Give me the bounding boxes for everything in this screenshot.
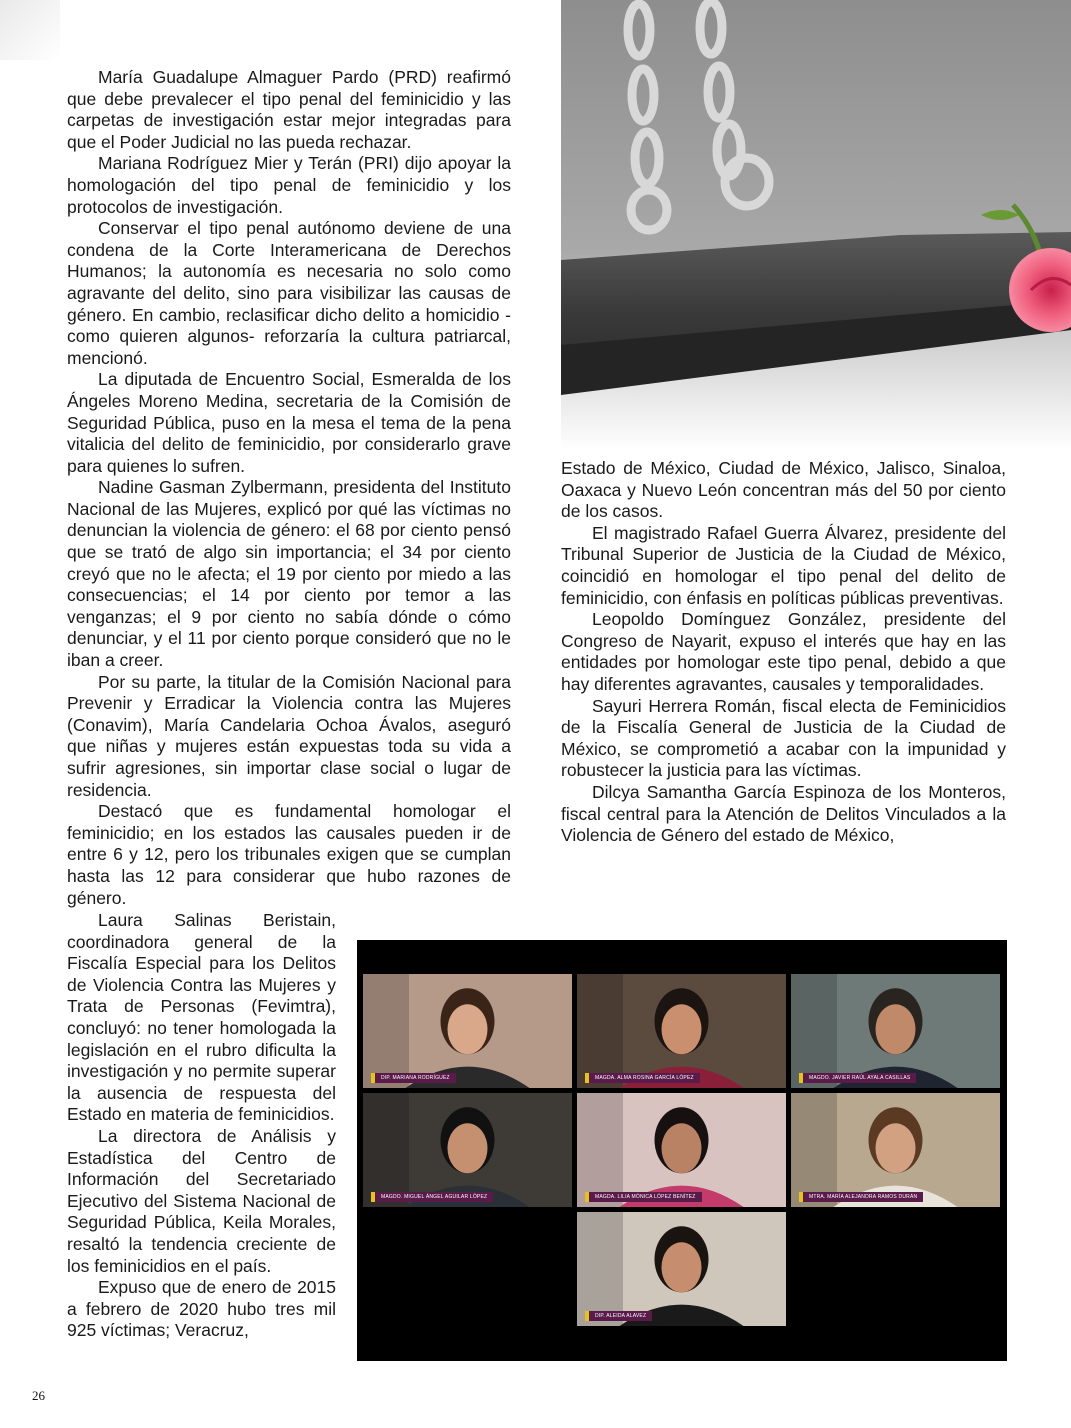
participant-portrait (363, 974, 572, 1088)
participant-name-label: DIP. MARIANA RODRÍGUEZ (371, 1073, 456, 1083)
participant-name-label: MTRA. MARÍA ALEJANDRA RAMOS DURÁN (799, 1192, 923, 1202)
article-paragraph: Por su parte, la titular de la Comisión Nacional para Prevenir y Erradicar la Violencia contra las Mujeres (Conavim), María Candelaria Ochoa Ávalos, aseguró que niñas y mujeres están expuestas toda su vida a sufrir agresiones, sin importar clase social o lugar de residencia. (67, 671, 511, 800)
participant-portrait (577, 1093, 786, 1207)
participant-name-label: DIP. ALEIDA ALAVEZ (585, 1311, 652, 1321)
article-paragraph: Mariana Rodríguez Mier y Terán (PRI) dijo apoyar la homologación del tipo penal de feminicidio y los protocolos de investigación. (67, 153, 511, 217)
swing-photo (561, 0, 1071, 450)
participant-portrait (577, 974, 786, 1088)
article-paragraph: Sayuri Herrera Román, fiscal electa de Feminicidios de la Fiscalía General de Justicia de la Ciudad de México, se comprometió a acabar con la impunidad y robustecer la justicia para las víctimas. (561, 695, 1006, 781)
article-paragraph: La diputada de Encuentro Social, Esmeralda de los Ángeles Moreno Medina, secretaria de la Comisión de Seguridad Pública, puso en la mesa el tema de la pena vitalicia del delito de feminicidio, por considerarlo grave para quienes lo sufren. (67, 369, 511, 476)
participant-name-label: MAGDO. MIGUEL ÁNGEL AGUILAR LÓPEZ (371, 1192, 493, 1202)
article-paragraph-continued: Estado de México, Ciudad de México, Jalisco, Sinaloa, Oaxaca y Nuevo León concentran más del 50 por ciento de los casos. (561, 458, 1006, 522)
participant-video-tile (791, 1093, 1000, 1207)
participant-portrait (363, 1093, 572, 1207)
article-left-column (67, 67, 511, 909)
article-paragraph: María Guadalupe Almaguer Pardo (PRD) reafirmó que debe prevalecer el tipo penal del feminicidio y las carpetas de investigación estar mejor integradas para que el Poder Judicial no las pueda rechazar. (67, 67, 511, 152)
background-shape (0, 0, 60, 60)
article-left-narrow-column (67, 910, 336, 1342)
page-number: 26 (32, 1388, 45, 1403)
participant-name-label: MAGDA. LILIA MÓNICA LÓPEZ BENÍTEZ (585, 1192, 702, 1202)
swing-with-rose-image (561, 0, 1071, 450)
participant-video-tile (363, 1093, 572, 1207)
article-paragraph: El magistrado Rafael Guerra Álvarez, presidente del Tribunal Superior de Justicia de la Ciudad de México, coincidió en homologar el tipo penal del delito de feminicidio, con énfasis en políticas públicas preventivas. (561, 522, 1006, 608)
participant-portrait (791, 1093, 1000, 1207)
participant-name-label: MAGDA. ALMA ROSINA GARCÍA LÓPEZ (585, 1073, 700, 1083)
participant-video-tile (577, 1093, 786, 1207)
video-conference-screenshot (357, 940, 1007, 1361)
article-paragraph: Dilcya Samantha García Espinoza de los Monteros, fiscal central para la Atención de Delitos Vinculados a la Violencia de Género del estado de México, (561, 781, 1006, 846)
participant-video-tile (363, 974, 572, 1088)
article-paragraph: Nadine Gasman Zylbermann, presidenta del Instituto Nacional de las Mujeres, explicó por qué las víctimas no denuncian la violencia de género: el 68 por ciento pensó que se trató de algo sin importancia; el 34 por ciento creyó que no le afecta; el 19 por ciento por miedo a las consecuencias; el 14 por ciento por temor a las venganzas; el 9 por ciento no sabía dónde o cómo denunciar, y el 11 por ciento porque consideró que no le iban a creer. (67, 477, 511, 671)
participant-name-label: MAGDO. JAVIER RAÚL AYALA CASILLAS (799, 1073, 916, 1083)
article-paragraph: Laura Salinas Beristain, coordinadora general de la Fiscalía Especial para los Delitos de Violencia Contra las Mujeres y Trata de Personas (Fevimtra), concluyó: no tener homologada la legislación en el rubro dificulta la investigación y no permite superar la ausencia de respuesta del Estado en materia de feminicidios. (67, 910, 336, 1125)
article-paragraph: Conservar el tipo penal autónomo deviene de una condena de la Corte Interamericana de Derechos Humanos; la autonomía es necesaria no solo como agravante del delito, sino para visibilizar las causas de género. En cambio, reclasificar dicho delito a homicidio -como quieren algunos- reforzaría la cultura patriarcal, mencionó. (67, 218, 511, 368)
participant-portrait (577, 1212, 786, 1326)
participant-video-tile (577, 974, 786, 1088)
article-right-column (561, 458, 1006, 847)
article-paragraph: Destacó que es fundamental homologar el feminicidio; en los estados las causales pueden ir de entre 6 y 12, pero los tribunales exigen que se cumplan hasta las 12 para considerar que hubo razones de género. (67, 801, 511, 908)
participant-portrait (791, 974, 1000, 1088)
article-paragraph: Leopoldo Domínguez González, presidente del Congreso de Nayarit, expuso el interés que hay en las entidades por homologar este tipo penal, debido a que hay diferentes agravantes, causales y temporalidades. (561, 609, 1006, 694)
participant-video-tile (791, 974, 1000, 1088)
participant-video-tile (577, 1212, 786, 1326)
article-paragraph: La directora de Análisis y Estadística del Centro de Información del Secretariado Ejecutivo del Sistema Nacional de Seguridad Pública, Keila Morales, resaltó la tendencia creciente de los feminicidios en el país. (67, 1125, 336, 1276)
article-paragraph: Expuso que de enero de 2015 a febrero de 2020 hubo tres mil 925 víctimas; Veracruz, (67, 1277, 336, 1341)
